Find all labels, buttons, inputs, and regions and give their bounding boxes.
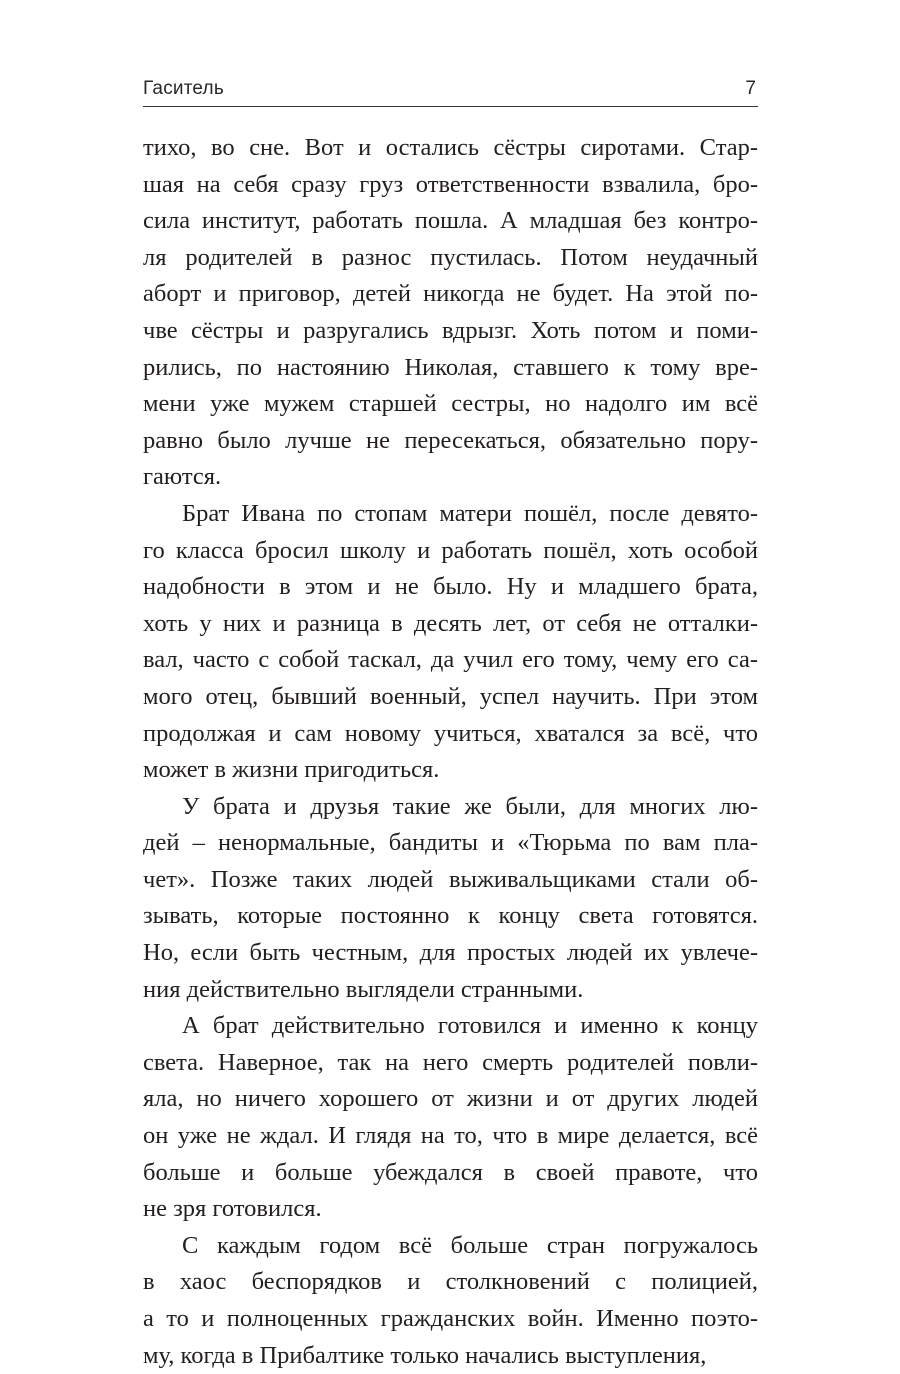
- paragraph: [143, 130, 758, 496]
- text-line: а то и полноценных гражданских войн. Именно поэто-: [143, 1305, 758, 1332]
- text-line: аборт и приговор, детей никогда не будет. На этой по-: [143, 280, 758, 308]
- text-line: гаются.: [143, 463, 222, 491]
- text-line: Брат Ивана по стопам матери пошёл, после девято-: [182, 499, 758, 527]
- text-line: хоть у них и разница в десять лет, от себя не отталки-: [143, 609, 758, 637]
- text-line: У брата и друзья такие же были, для многих лю-: [182, 792, 758, 820]
- text-line: сила институт, работать пошла. А младшая без контро-: [143, 207, 758, 235]
- header-divider: [143, 106, 758, 107]
- paragraph: [143, 1228, 758, 1374]
- text-line: ля родителей в разнос пустилась. Потом неудачный: [143, 243, 758, 271]
- body-text: [143, 130, 758, 1374]
- text-line: чве сёстры и разругались вдрызг. Хоть потом и поми-: [143, 316, 758, 344]
- text-line: надобности в этом и не было. Ну и младшего брата,: [143, 573, 758, 601]
- paragraph: [143, 789, 758, 1009]
- text-line: шая на себя сразу груз ответственности взвалила, бро-: [143, 170, 758, 198]
- text-line: дей – ненормальные, бандиты и «Тюрьма по вам пла-: [143, 829, 758, 857]
- text-line: мого отец, бывший военный, успел научить. При этом: [143, 682, 758, 710]
- text-line: А брат действительно готовился и именно к концу: [182, 1012, 758, 1040]
- text-line: мени уже мужем старшей сестры, но надолго им всё: [143, 390, 758, 418]
- text-line: рились, по настоянию Николая, ставшего к тому вре-: [143, 353, 758, 381]
- book-page: [143, 0, 758, 1369]
- text-line: С каждым годом всё больше стран погружалось: [182, 1231, 758, 1259]
- text-line: больше и больше убеждался в своей правоте, что: [143, 1158, 758, 1186]
- text-line: света. Наверное, так на него смерть родителей повли-: [143, 1048, 758, 1076]
- page-number: 7: [745, 78, 756, 99]
- text-line: вал, часто с собой таскал, да учил его тому, чему его са-: [143, 646, 758, 674]
- text-line: тихо, во сне. Вот и остались сёстры сиротами. Стар-: [143, 134, 758, 161]
- text-line: в хаос беспорядков и столкновений с полицией,: [143, 1268, 758, 1296]
- text-line: равно было лучше не пересекаться, обязательно пору-: [143, 426, 758, 454]
- text-line: яла, но ничего хорошего от жизни и от других людей: [143, 1085, 758, 1113]
- text-line: ния действительно выглядели странными.: [143, 975, 584, 1003]
- paragraph: [143, 1008, 758, 1228]
- text-line: продолжая и сам новому учиться, хватался за всё, что: [143, 719, 758, 747]
- text-line: му, когда в Прибалтике только начались выступления,: [143, 1341, 707, 1369]
- text-line: может в жизни пригодиться.: [143, 756, 440, 784]
- text-line: чет». Позже таких людей выживальщиками стали об-: [143, 865, 758, 893]
- paragraph: [143, 496, 758, 789]
- text-line: Но, если быть честным, для простых людей их увлече-: [143, 939, 758, 967]
- running-head: [143, 76, 758, 104]
- book-title: Гаситель: [143, 78, 224, 99]
- text-line: не зря готовился.: [143, 1195, 322, 1223]
- text-line: зывать, которые постоянно к концу света готовятся.: [143, 902, 758, 930]
- text-line: го класса бросил школу и работать пошёл, хоть особой: [143, 536, 758, 564]
- text-line: он уже не ждал. И глядя на то, что в мире делается, всё: [143, 1122, 758, 1150]
